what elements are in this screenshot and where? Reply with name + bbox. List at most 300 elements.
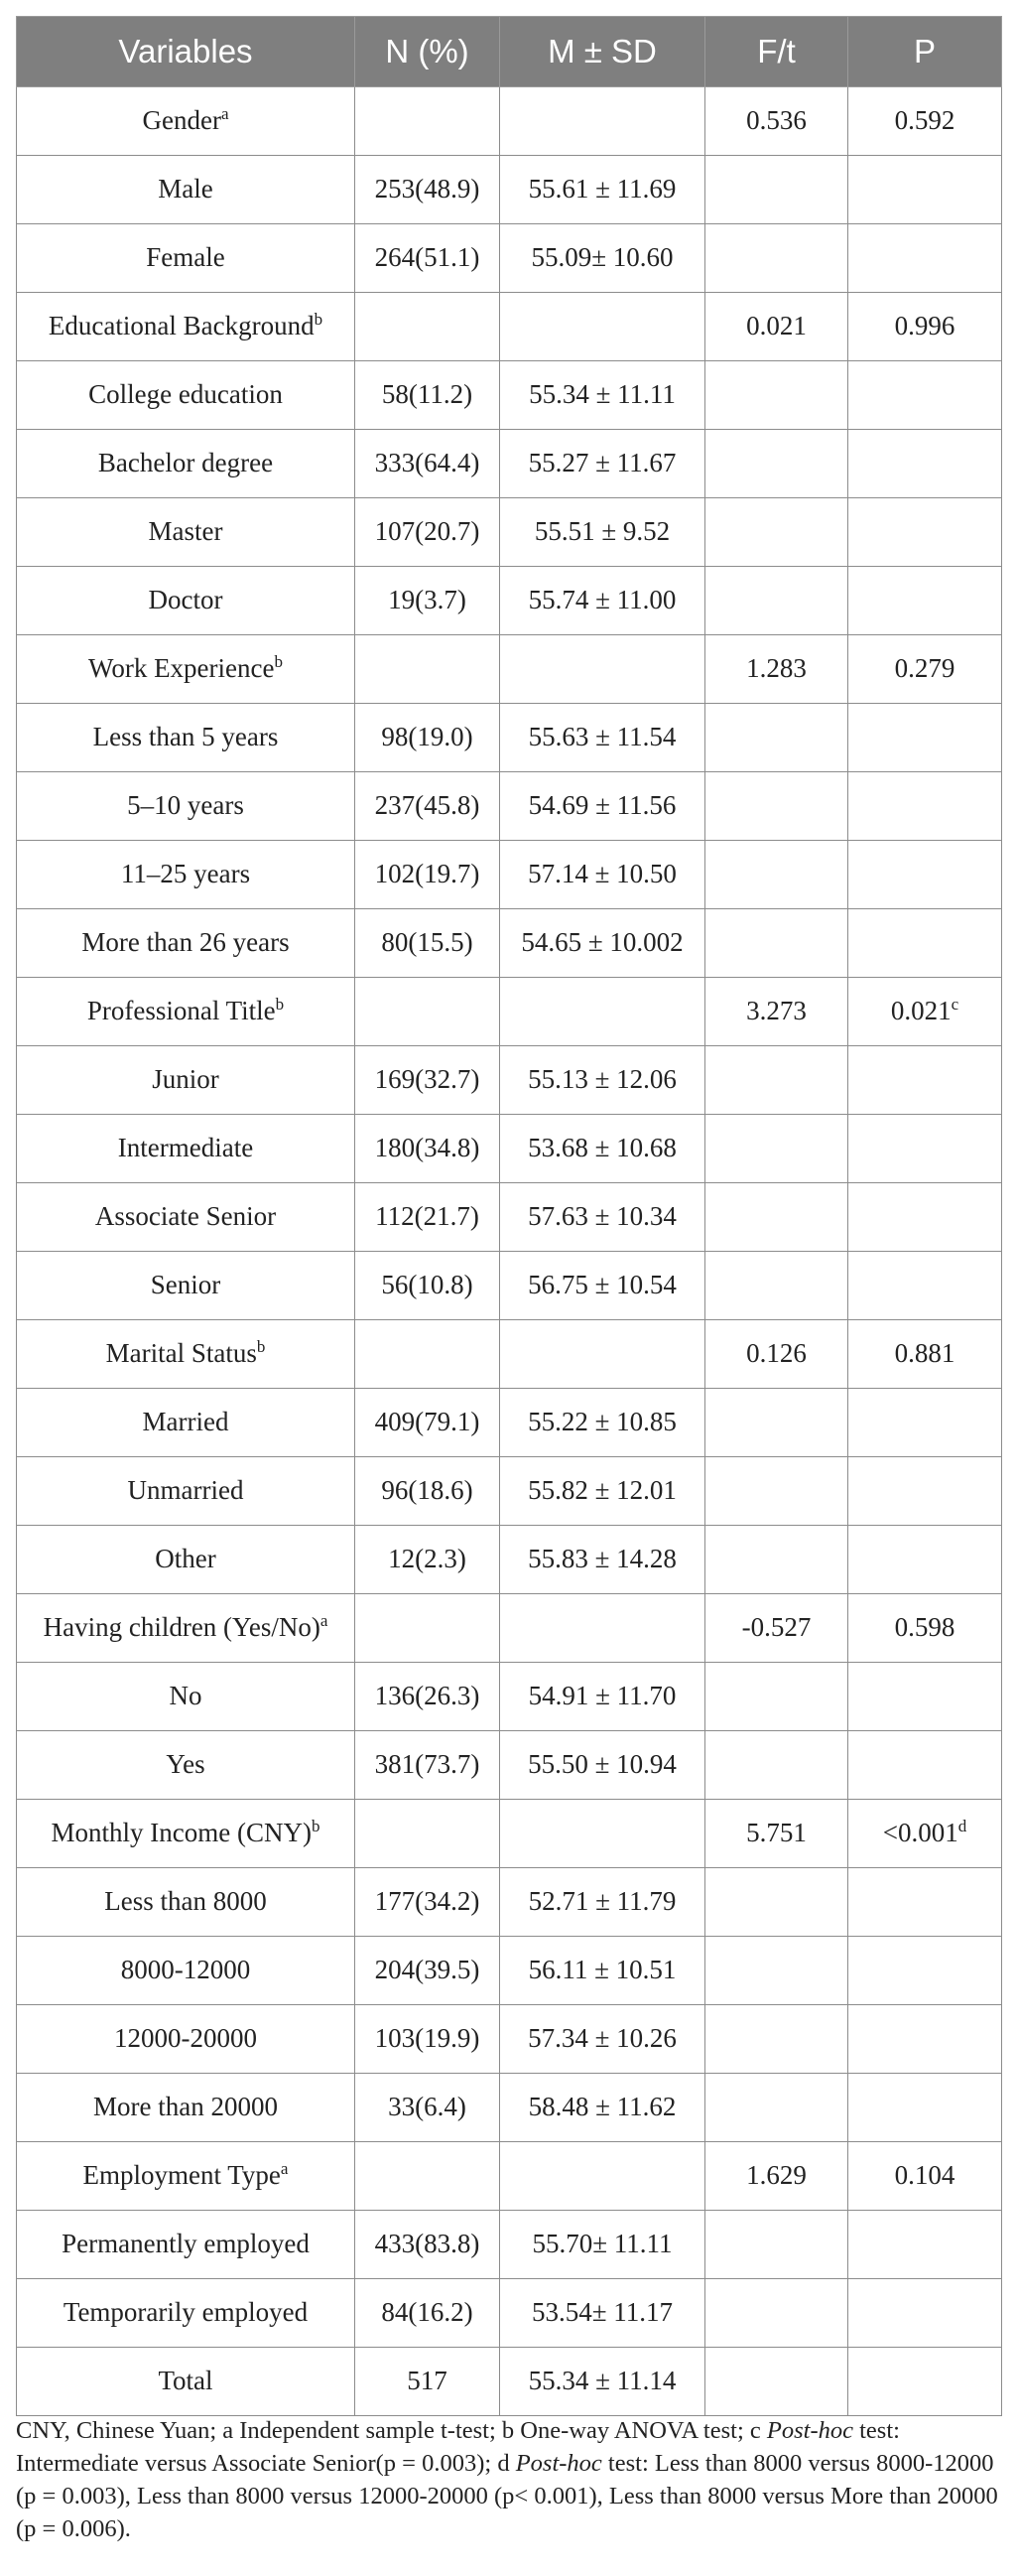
cell-p-text: 0.279 xyxy=(894,653,955,684)
cell-p xyxy=(848,1252,1002,1320)
cell-p xyxy=(848,498,1002,567)
cell-n-percent xyxy=(355,2142,500,2211)
cell-variable-text: Educational Background xyxy=(48,311,315,341)
cell-f-t-text: 1.283 xyxy=(746,653,807,684)
cell-variable xyxy=(17,87,355,156)
cell-mean-sd-text: 56.11 ± 10.51 xyxy=(528,1955,677,1985)
cell-p xyxy=(848,1937,1002,2005)
cell-f-t xyxy=(705,2074,848,2142)
cell-mean-sd-text: 54.69 ± 11.56 xyxy=(528,790,677,821)
table-row xyxy=(17,430,1002,498)
cell-f-t xyxy=(705,156,848,224)
cell-n-percent-text: 517 xyxy=(407,2366,447,2396)
table-row xyxy=(17,1183,1002,1252)
cell-variable-text: 12000-20000 xyxy=(114,2023,257,2054)
cell-p xyxy=(848,1183,1002,1252)
cell-variable-superscript: a xyxy=(220,104,229,124)
cell-n-percent-text: 409(79.1) xyxy=(374,1407,480,1437)
cell-p-superscript: d xyxy=(957,1817,967,1836)
cell-n-percent-text: 112(21.7) xyxy=(375,1201,479,1232)
cell-variable xyxy=(17,1731,355,1800)
table-row xyxy=(17,2074,1002,2142)
cell-variable xyxy=(17,635,355,704)
cell-n-percent xyxy=(355,1731,500,1800)
cell-n-percent-text: 84(16.2) xyxy=(381,2297,473,2328)
cell-f-t-text: 0.536 xyxy=(746,105,807,136)
table-row xyxy=(17,2005,1002,2074)
cell-p xyxy=(848,704,1002,772)
table-row xyxy=(17,1252,1002,1320)
cell-variable-text: Master xyxy=(148,516,223,547)
table-row xyxy=(17,1526,1002,1594)
cell-variable xyxy=(17,2005,355,2074)
table-row xyxy=(17,1389,1002,1457)
cell-mean-sd-text: 55.27 ± 11.67 xyxy=(528,448,677,478)
table-row xyxy=(17,1800,1002,1868)
cell-n-percent xyxy=(355,293,500,361)
cell-p xyxy=(848,841,1002,909)
cell-n-percent xyxy=(355,978,500,1046)
cell-f-t xyxy=(705,635,848,704)
cell-variable xyxy=(17,772,355,841)
cell-variable-text: Having children (Yes/No) xyxy=(43,1612,320,1643)
cell-f-t xyxy=(705,1320,848,1389)
cell-n-percent-text: 204(39.5) xyxy=(374,1955,480,1985)
cell-variable xyxy=(17,841,355,909)
cell-variable xyxy=(17,1868,355,1937)
cell-n-percent xyxy=(355,2279,500,2348)
cell-variable-superscript: b xyxy=(314,310,323,330)
cell-variable-text: Temporarily employed xyxy=(63,2297,309,2328)
cell-n-percent xyxy=(355,156,500,224)
cell-variable-text: More than 26 years xyxy=(81,927,290,958)
header-n-percent: N (%) xyxy=(355,17,500,87)
cell-p xyxy=(848,361,1002,430)
cell-p xyxy=(848,2074,1002,2142)
table-row xyxy=(17,293,1002,361)
cell-n-percent xyxy=(355,1663,500,1731)
cell-f-t xyxy=(705,2279,848,2348)
cell-p xyxy=(848,2211,1002,2279)
cell-p xyxy=(848,87,1002,156)
cell-variable-text: College education xyxy=(88,379,283,410)
cell-mean-sd xyxy=(500,841,705,909)
cell-f-t-text: 1.629 xyxy=(746,2160,807,2191)
cell-n-percent-text: 237(45.8) xyxy=(374,790,480,821)
table-row xyxy=(17,2279,1002,2348)
cell-p xyxy=(848,224,1002,293)
cell-variable-text: No xyxy=(169,1681,202,1711)
cell-p xyxy=(848,1868,1002,1937)
cell-mean-sd xyxy=(500,1320,705,1389)
cell-f-t xyxy=(705,2005,848,2074)
cell-mean-sd xyxy=(500,1252,705,1320)
footnote-part3: test: Less than 8000 versus 8000-12000 (p = 0.003), Less than 8000 versus 12000-20000 (p< 0.001), Less than 8000 versus More than 20000 (p = 0.006). xyxy=(16,2450,998,2542)
cell-p xyxy=(848,156,1002,224)
cell-p xyxy=(848,909,1002,978)
cell-p-text: <0.001 xyxy=(882,1818,958,1848)
cell-p xyxy=(848,1663,1002,1731)
cell-variable-text: 5–10 years xyxy=(127,790,244,821)
cell-n-percent xyxy=(355,909,500,978)
cell-variable-text: Monthly Income (CNY) xyxy=(51,1818,312,1848)
cell-variable xyxy=(17,1320,355,1389)
cell-n-percent xyxy=(355,361,500,430)
cell-p xyxy=(848,2005,1002,2074)
cell-n-percent xyxy=(355,1594,500,1663)
cell-mean-sd xyxy=(500,1594,705,1663)
cell-variable-text: Gender xyxy=(142,105,221,136)
cell-mean-sd xyxy=(500,430,705,498)
table-body xyxy=(17,87,1002,2416)
cell-f-t xyxy=(705,1389,848,1457)
cell-variable-text: 8000-12000 xyxy=(120,1955,251,1985)
table-row xyxy=(17,361,1002,430)
cell-variable-superscript: b xyxy=(311,1817,320,1836)
cell-n-percent-text: 253(48.9) xyxy=(374,174,480,204)
cell-n-percent xyxy=(355,1320,500,1389)
cell-n-percent xyxy=(355,1115,500,1183)
cell-variable xyxy=(17,1457,355,1526)
cell-variable-superscript: a xyxy=(280,2159,289,2179)
footnote-posthoc-2: Post-hoc xyxy=(515,2450,602,2477)
cell-p xyxy=(848,1115,1002,1183)
cell-n-percent xyxy=(355,2211,500,2279)
cell-f-t-text: 5.751 xyxy=(746,1818,807,1848)
cell-variable xyxy=(17,1594,355,1663)
cell-f-t xyxy=(705,1731,848,1800)
cell-variable xyxy=(17,498,355,567)
cell-f-t xyxy=(705,1046,848,1115)
cell-mean-sd-text: 55.82 ± 12.01 xyxy=(528,1475,677,1506)
cell-n-percent xyxy=(355,704,500,772)
header-f-t: F/t xyxy=(705,17,848,87)
cell-n-percent-text: 58(11.2) xyxy=(381,379,473,410)
cell-n-percent xyxy=(355,2074,500,2142)
cell-n-percent-text: 169(32.7) xyxy=(374,1064,480,1095)
cell-variable-text: Bachelor degree xyxy=(97,448,274,478)
cell-variable xyxy=(17,2279,355,2348)
cell-p-superscript: c xyxy=(951,995,959,1015)
header-p: P xyxy=(848,17,1002,87)
cell-n-percent-text: 102(19.7) xyxy=(374,859,480,889)
cell-mean-sd-text: 58.48 ± 11.62 xyxy=(528,2092,677,2122)
cell-p-text: 0.104 xyxy=(894,2160,955,2191)
cell-variable xyxy=(17,567,355,635)
cell-p xyxy=(848,2142,1002,2211)
table-row xyxy=(17,1320,1002,1389)
cell-mean-sd xyxy=(500,2279,705,2348)
cell-p xyxy=(848,293,1002,361)
cell-variable-text: Junior xyxy=(152,1064,219,1095)
cell-variable-superscript: b xyxy=(274,652,283,672)
cell-f-t xyxy=(705,841,848,909)
cell-mean-sd-text: 55.51 ± 9.52 xyxy=(534,516,671,547)
footnote-text xyxy=(16,2414,1004,2545)
cell-p xyxy=(848,772,1002,841)
cell-variable-text: Employment Type xyxy=(82,2160,281,2191)
cell-n-percent-text: 180(34.8) xyxy=(374,1133,480,1163)
cell-variable-text: Work Experience xyxy=(88,653,275,684)
cell-variable-text: Yes xyxy=(166,1749,205,1780)
cell-p xyxy=(848,1526,1002,1594)
cell-n-percent-text: 33(6.4) xyxy=(388,2092,466,2122)
cell-n-percent-text: 56(10.8) xyxy=(381,1270,473,1300)
cell-n-percent xyxy=(355,2348,500,2416)
table-row xyxy=(17,567,1002,635)
cell-variable xyxy=(17,1046,355,1115)
cell-mean-sd-text: 55.13 ± 12.06 xyxy=(528,1064,677,1095)
cell-mean-sd-text: 55.34 ± 11.14 xyxy=(528,2366,677,2396)
cell-f-t xyxy=(705,1252,848,1320)
cell-n-percent xyxy=(355,2005,500,2074)
cell-variable-text: Doctor xyxy=(148,585,223,615)
cell-mean-sd-text: 52.71 ± 11.79 xyxy=(528,1886,677,1917)
cell-mean-sd xyxy=(500,1046,705,1115)
cell-f-t xyxy=(705,1115,848,1183)
table-row xyxy=(17,1046,1002,1115)
cell-variable-text: Total xyxy=(158,2366,213,2396)
cell-mean-sd xyxy=(500,2211,705,2279)
cell-mean-sd-text: 55.83 ± 14.28 xyxy=(528,1544,677,1574)
table-row xyxy=(17,156,1002,224)
footnote-posthoc-1: Post-hoc xyxy=(766,2417,853,2444)
cell-p xyxy=(848,1320,1002,1389)
cell-variable-text: Marital Status xyxy=(105,1338,257,1369)
cell-mean-sd xyxy=(500,224,705,293)
cell-variable xyxy=(17,2211,355,2279)
cell-mean-sd-text: 56.75 ± 10.54 xyxy=(528,1270,677,1300)
cell-n-percent-text: 107(20.7) xyxy=(374,516,480,547)
cell-f-t xyxy=(705,772,848,841)
cell-n-percent xyxy=(355,841,500,909)
cell-mean-sd-text: 57.63 ± 10.34 xyxy=(528,1201,677,1232)
cell-variable-text: Less than 8000 xyxy=(104,1886,267,1917)
table-row xyxy=(17,1937,1002,2005)
cell-f-t xyxy=(705,1594,848,1663)
cell-mean-sd-text: 54.65 ± 10.002 xyxy=(521,927,684,958)
cell-mean-sd xyxy=(500,1868,705,1937)
cell-n-percent xyxy=(355,1868,500,1937)
cell-f-t xyxy=(705,361,848,430)
table-row xyxy=(17,1594,1002,1663)
cell-p-text: 0.592 xyxy=(894,105,955,136)
cell-p xyxy=(848,1800,1002,1868)
cell-p xyxy=(848,2279,1002,2348)
cell-variable xyxy=(17,2074,355,2142)
cell-n-percent xyxy=(355,772,500,841)
header-mean-sd: M ± SD xyxy=(500,17,705,87)
table-row xyxy=(17,1457,1002,1526)
cell-mean-sd-text: 55.09± 10.60 xyxy=(531,242,674,273)
cell-n-percent-text: 19(3.7) xyxy=(388,585,466,615)
cell-variable-superscript: a xyxy=(319,1611,328,1631)
cell-variable xyxy=(17,156,355,224)
cell-n-percent xyxy=(355,1457,500,1526)
table-footnote xyxy=(16,2414,1004,2545)
cell-variable xyxy=(17,1937,355,2005)
cell-variable-superscript: b xyxy=(275,995,285,1015)
cell-n-percent-text: 333(64.4) xyxy=(374,448,480,478)
cell-f-t xyxy=(705,498,848,567)
table-row xyxy=(17,1663,1002,1731)
table-row xyxy=(17,841,1002,909)
cell-f-t xyxy=(705,1457,848,1526)
cell-f-t-text: 3.273 xyxy=(746,996,807,1026)
footnote-part1: CNY, Chinese Yuan; a Independent sample t-test; b One-way ANOVA test; c xyxy=(16,2417,767,2444)
cell-f-t xyxy=(705,704,848,772)
cell-variable-text: Married xyxy=(142,1407,229,1437)
cell-variable xyxy=(17,909,355,978)
cell-mean-sd xyxy=(500,1663,705,1731)
cell-n-percent-text: 80(15.5) xyxy=(381,927,473,958)
cell-f-t xyxy=(705,430,848,498)
cell-mean-sd xyxy=(500,2005,705,2074)
table-row xyxy=(17,2142,1002,2211)
cell-n-percent-text: 98(19.0) xyxy=(381,722,473,752)
cell-mean-sd-text: 55.61 ± 11.69 xyxy=(528,174,677,204)
cell-f-t-text: 0.126 xyxy=(746,1338,807,1369)
cell-mean-sd xyxy=(500,1800,705,1868)
cell-p-text: 0.996 xyxy=(894,311,955,341)
cell-n-percent-text: 177(34.2) xyxy=(374,1886,480,1917)
cell-f-t xyxy=(705,1663,848,1731)
table-row xyxy=(17,2211,1002,2279)
cell-variable xyxy=(17,704,355,772)
cell-mean-sd xyxy=(500,498,705,567)
cell-f-t xyxy=(705,2211,848,2279)
cell-p xyxy=(848,1389,1002,1457)
cell-mean-sd xyxy=(500,704,705,772)
cell-n-percent xyxy=(355,1183,500,1252)
table-row xyxy=(17,1731,1002,1800)
table-row xyxy=(17,909,1002,978)
table-row xyxy=(17,224,1002,293)
cell-variable-text: Senior xyxy=(150,1270,221,1300)
cell-n-percent xyxy=(355,1800,500,1868)
cell-p xyxy=(848,1046,1002,1115)
cell-mean-sd xyxy=(500,635,705,704)
cell-variable xyxy=(17,1115,355,1183)
cell-mean-sd xyxy=(500,1457,705,1526)
cell-mean-sd xyxy=(500,978,705,1046)
table-row xyxy=(17,1868,1002,1937)
cell-mean-sd-text: 57.34 ± 10.26 xyxy=(528,2023,677,2054)
cell-n-percent xyxy=(355,1937,500,2005)
table-row xyxy=(17,498,1002,567)
cell-n-percent-text: 433(83.8) xyxy=(374,2229,480,2259)
table-row xyxy=(17,1115,1002,1183)
cell-variable xyxy=(17,2348,355,2416)
cell-n-percent xyxy=(355,635,500,704)
cell-p-text: 0.881 xyxy=(894,1338,955,1369)
cell-f-t xyxy=(705,909,848,978)
cell-variable-text: Male xyxy=(158,174,213,204)
cell-variable xyxy=(17,1663,355,1731)
cell-p xyxy=(848,1457,1002,1526)
cell-mean-sd-text: 55.70± 11.11 xyxy=(532,2229,673,2259)
cell-f-t xyxy=(705,978,848,1046)
cell-f-t xyxy=(705,2348,848,2416)
cell-mean-sd-text: 55.74 ± 11.00 xyxy=(528,585,677,615)
cell-variable-text: More than 20000 xyxy=(93,2092,278,2122)
header-variables: Variables xyxy=(17,17,355,87)
cell-variable xyxy=(17,2142,355,2211)
cell-variable xyxy=(17,224,355,293)
cell-n-percent xyxy=(355,224,500,293)
cell-variable xyxy=(17,1389,355,1457)
cell-mean-sd xyxy=(500,361,705,430)
cell-f-t-text: 0.021 xyxy=(746,311,807,341)
cell-variable-text: Female xyxy=(146,242,225,273)
cell-mean-sd-text: 53.68 ± 10.68 xyxy=(528,1133,677,1163)
cell-f-t xyxy=(705,224,848,293)
cell-p xyxy=(848,567,1002,635)
cell-mean-sd xyxy=(500,2074,705,2142)
cell-mean-sd-text: 55.50 ± 10.94 xyxy=(528,1749,677,1780)
cell-n-percent xyxy=(355,1046,500,1115)
cell-n-percent xyxy=(355,430,500,498)
cell-p-text: 0.598 xyxy=(894,1612,955,1643)
cell-p xyxy=(848,2348,1002,2416)
results-table xyxy=(16,16,1002,2416)
cell-f-t xyxy=(705,1868,848,1937)
table-row xyxy=(17,635,1002,704)
cell-mean-sd xyxy=(500,1731,705,1800)
table-row xyxy=(17,772,1002,841)
cell-variable xyxy=(17,1252,355,1320)
cell-n-percent xyxy=(355,87,500,156)
cell-variable-text: Permanently employed xyxy=(62,2229,310,2259)
cell-mean-sd xyxy=(500,87,705,156)
cell-mean-sd-text: 55.63 ± 11.54 xyxy=(528,722,677,752)
cell-f-t xyxy=(705,87,848,156)
cell-mean-sd-text: 54.91 ± 11.70 xyxy=(528,1681,677,1711)
cell-mean-sd xyxy=(500,2348,705,2416)
cell-variable xyxy=(17,978,355,1046)
cell-n-percent-text: 96(18.6) xyxy=(381,1475,473,1506)
cell-f-t-text: -0.527 xyxy=(741,1612,812,1643)
table-row xyxy=(17,2348,1002,2416)
cell-f-t xyxy=(705,1526,848,1594)
cell-mean-sd xyxy=(500,2142,705,2211)
cell-p xyxy=(848,1731,1002,1800)
cell-n-percent-text: 103(19.9) xyxy=(374,2023,480,2054)
cell-f-t xyxy=(705,1800,848,1868)
cell-f-t xyxy=(705,567,848,635)
cell-variable xyxy=(17,1800,355,1868)
cell-variable xyxy=(17,1183,355,1252)
cell-variable-superscript: b xyxy=(256,1337,266,1357)
cell-variable-text: Associate Senior xyxy=(94,1201,277,1232)
cell-f-t xyxy=(705,1183,848,1252)
cell-mean-sd-text: 53.54± 11.17 xyxy=(531,2297,674,2328)
cell-n-percent xyxy=(355,498,500,567)
cell-f-t xyxy=(705,2142,848,2211)
cell-mean-sd xyxy=(500,1115,705,1183)
cell-n-percent xyxy=(355,1526,500,1594)
cell-variable-text: Other xyxy=(155,1544,216,1574)
cell-n-percent xyxy=(355,567,500,635)
cell-n-percent xyxy=(355,1252,500,1320)
cell-p xyxy=(848,978,1002,1046)
cell-mean-sd xyxy=(500,1937,705,2005)
footnote-part2: test: Intermediate versus Associate Senior(p = 0.003); d xyxy=(16,2417,900,2477)
header-row xyxy=(17,17,1002,87)
table-row xyxy=(17,87,1002,156)
cell-n-percent-text: 264(51.1) xyxy=(374,242,480,273)
cell-f-t xyxy=(705,1937,848,2005)
